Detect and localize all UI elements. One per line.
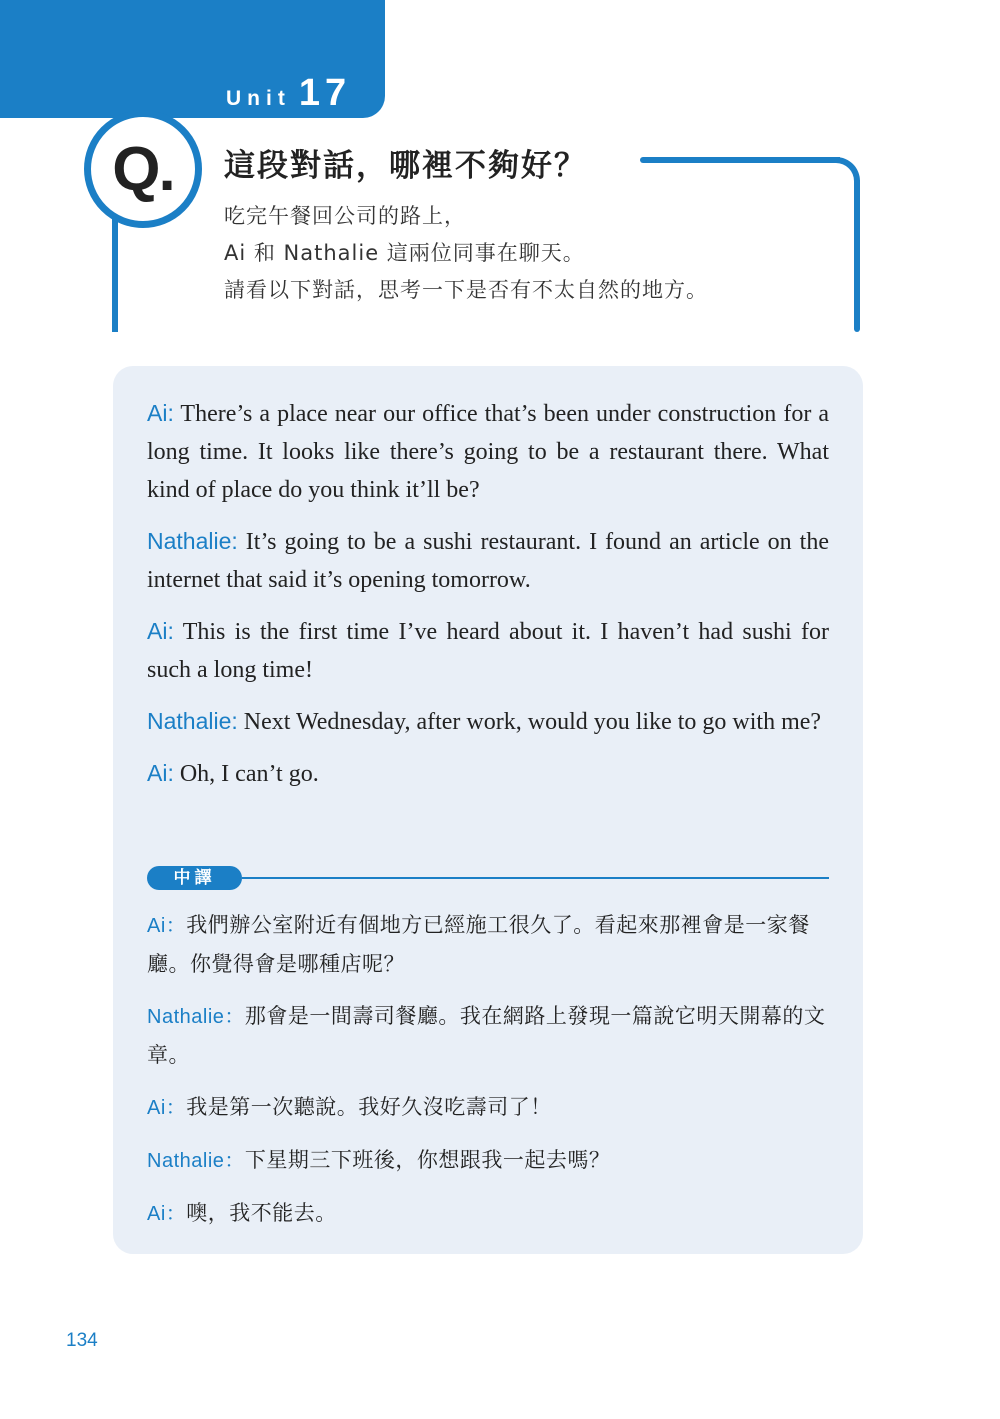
question-marker: Q. [84,110,202,228]
intro-line: 吃完午餐回公司的路上， [224,204,466,228]
frame-line-right [854,180,860,332]
translation-line [147,1141,829,1180]
dialogue-line [147,754,829,793]
dialogue-text: This is the first time I’ve heard about it. I haven’t had sushi for such a long time! [147,619,829,683]
translation-text: 我們辦公室附近有個地方已經施工很久了。看起來那裡會是一家餐廳。你覺得會是哪種店呢？ [147,913,810,976]
translation-text: 噢，我不能去。 [186,1201,337,1225]
speaker-name: Ai: [147,760,174,786]
question-intro [224,198,708,309]
frame-line-top [640,157,840,163]
dialogue-text: It’s going to be a sushi restaurant. I found an article on the internet that said it’s opening tomorrow. [147,529,829,593]
unit-label [226,72,351,115]
question-title: 這段對話，哪裡不夠好？ [224,148,587,184]
translation-text: 下星期三下班後，你想跟我一起去嗎？ [244,1148,611,1172]
speaker-name: Nathalie: [147,708,238,734]
intro-line: Ai 和 Nathalie 這兩位同事在聊天。 [224,241,585,265]
dialogue-line [147,612,829,689]
unit-header-tab [0,0,385,118]
translation-badge: 中譯 [147,866,242,890]
dialogue-english [147,394,829,806]
translation-header [147,866,829,890]
dialogue-line [147,522,829,599]
speaker-name: Ai： [147,1203,187,1225]
speaker-name: Nathalie： [147,1006,245,1028]
dialogue-translation [147,906,829,1247]
dialogue-text: Next Wednesday, after work, would you like to go with me? [237,709,822,735]
intro-line: 請看以下對話，思考一下是否有不太自然的地方。 [224,278,708,302]
speaker-name: Nathalie： [147,1150,245,1172]
speaker-name: Ai: [147,400,174,426]
speaker-name: Ai： [147,915,187,937]
dialogue-line [147,394,829,509]
speaker-name: Ai： [147,1097,187,1119]
dialogue-text: Oh, I can’t go. [173,761,319,787]
translation-text: 我是第一次聽說。我好久沒吃壽司了！ [186,1095,552,1119]
dialogue-line [147,702,829,741]
translation-line [147,997,829,1074]
translation-line [147,906,829,983]
translation-line [147,1088,829,1127]
speaker-name: Nathalie: [147,528,238,554]
unit-number: 17 [298,72,352,114]
translation-text: 那會是一間壽司餐廳。我在網路上發現一篇說它明天開幕的文章。 [147,1004,826,1067]
dialogue-text: There’s a place near our office that’s been under construction for a long time. It looks like there’s going to be a restaurant there. What kind of place do you think it’ll be? [147,401,829,503]
unit-word: Unit [226,87,291,110]
translation-line [147,1194,829,1233]
speaker-name: Ai: [147,618,174,644]
translation-divider [242,877,829,879]
page-number: 134 [66,1330,98,1351]
